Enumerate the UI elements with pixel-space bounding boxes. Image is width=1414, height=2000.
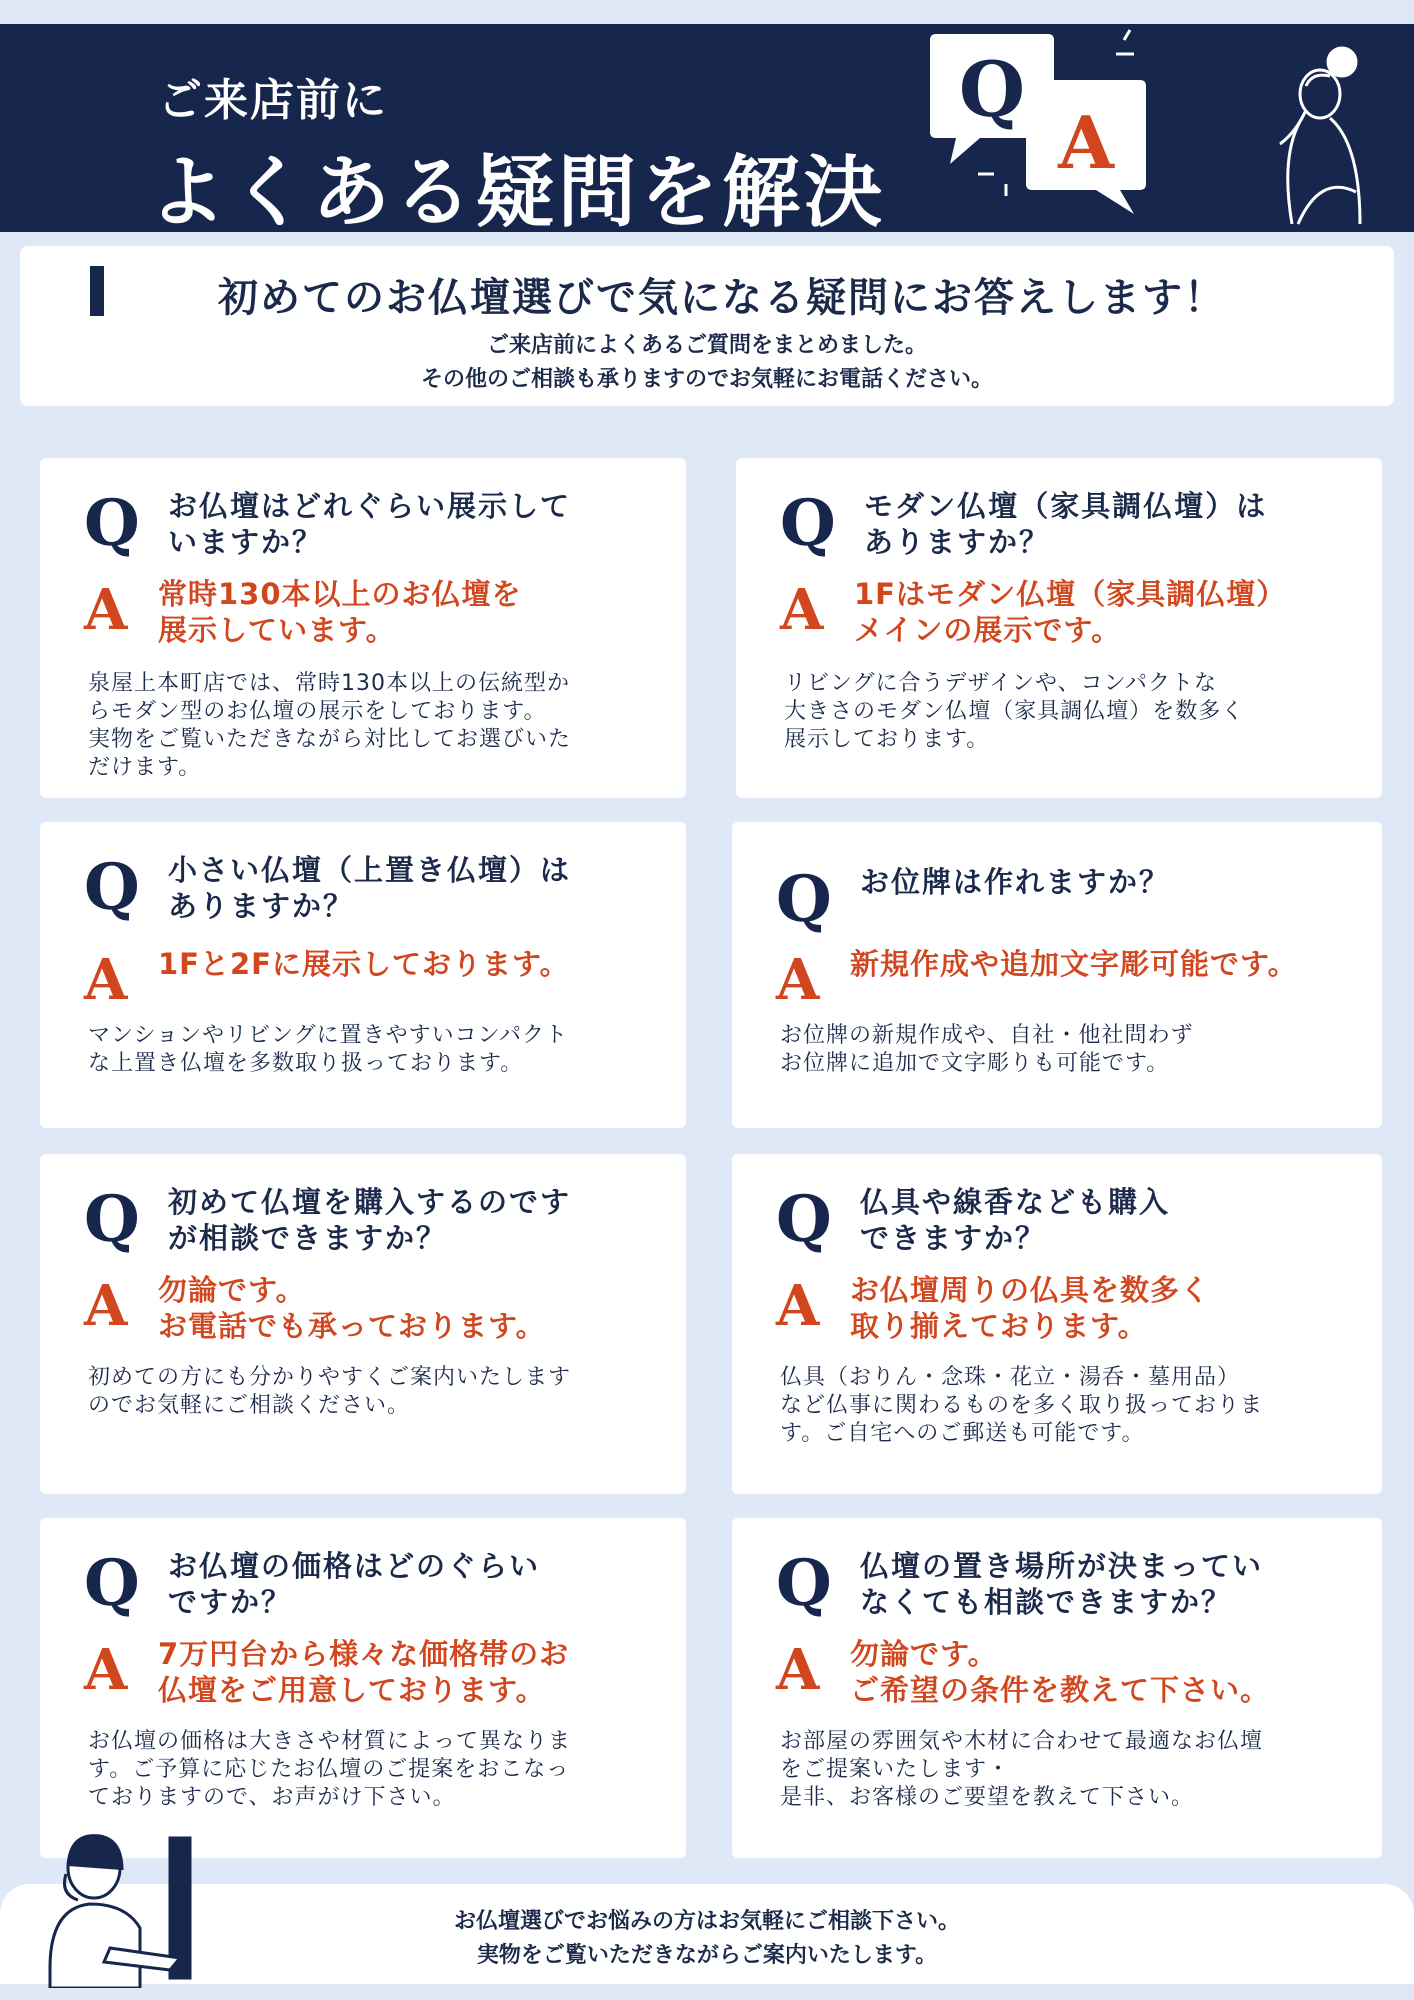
faq-card	[40, 1518, 686, 1858]
answer-text	[158, 946, 570, 982]
question-mark-letter: Q	[84, 486, 140, 561]
detail-line: 展示しております。	[784, 727, 990, 752]
question-line: モダン仏壇（家具調仏壇）は	[864, 489, 1268, 523]
question-text	[860, 1184, 1170, 1256]
question-text	[860, 864, 1170, 900]
answer-line: 新規作成や追加文字彫可能です。	[850, 947, 1298, 981]
answer-detail	[88, 1728, 571, 1812]
question-line: 仏壇の置き場所が決まってい	[860, 1549, 1264, 1583]
answer-text	[850, 1272, 1210, 1344]
detail-line: す。ご予算に応じたお仏壇のご提案をおこなっ	[88, 1757, 570, 1782]
question-line: お仏壇の価格はどのぐらい	[168, 1549, 541, 1583]
a-badge: A	[1058, 100, 1114, 185]
detail-line: 初めての方にも分かりやすくご案内いたします	[88, 1365, 572, 1390]
qa-speech-bubbles-illustration	[920, 24, 1400, 232]
answer-detail	[780, 1728, 1263, 1812]
detail-line: お仏壇の価格は大きさや材質によって異なりま	[88, 1729, 572, 1754]
intro-line-1: ご来店前によくあるご質問をまとめました。	[486, 333, 927, 358]
detail-line: 泉屋上本町店では、常時130本以上の伝統型か	[88, 671, 570, 696]
intro-title: 初めてのお仏壇選びで気になる疑問にお答えします！	[218, 275, 1226, 321]
question-mark-letter: Q	[776, 862, 832, 937]
detail-line: 大きさのモダン仏壇（家具調仏壇）を数多く	[784, 699, 1245, 724]
question-line: ありますか？	[168, 889, 355, 923]
answer-text	[850, 946, 1298, 982]
thinking-woman-illustration	[1280, 48, 1360, 224]
question-text	[864, 488, 1267, 560]
question-mark-letter: Q	[776, 1546, 832, 1621]
detail-line: お位牌の新規作成や、自社・他社問わず	[780, 1023, 1194, 1048]
question-mark-letter: Q	[84, 1546, 140, 1621]
answer-letter: A	[776, 947, 820, 1013]
question-line: ですか？	[168, 1585, 293, 1619]
answer-detail	[88, 1022, 568, 1078]
detail-line: など仏事に関わるものを多く取り扱っておりま	[780, 1393, 1264, 1418]
intro-panel	[20, 246, 1394, 406]
header-title: よくある疑問を解決	[148, 148, 887, 238]
q-badge: Q	[958, 45, 1026, 134]
question-text	[860, 1548, 1263, 1620]
answer-line: お仏壇周りの仏具を数多く	[850, 1273, 1211, 1307]
detail-line: のでお気軽にご相談ください。	[88, 1393, 411, 1418]
answer-detail	[780, 1022, 1194, 1078]
detail-line: す。ご自宅へのご郵送も可能です。	[780, 1421, 1145, 1446]
answer-line: メインの展示です。	[854, 613, 1122, 647]
answer-line: 取り揃えております。	[850, 1309, 1148, 1343]
faq-card	[736, 458, 1382, 798]
question-mark-letter: Q	[776, 1182, 832, 1257]
question-line: 初めて仏壇を購入するのです	[168, 1185, 572, 1219]
answer-text	[158, 1636, 569, 1708]
faq-card	[40, 822, 686, 1128]
answer-line: お電話でも承っております。	[158, 1309, 546, 1343]
question-line: なくても相談できますか？	[860, 1585, 1233, 1619]
detail-line: 実物をご覧いただきながら対比してお選びいた	[88, 727, 572, 752]
question-text	[168, 1548, 540, 1620]
intro-line-2: その他のご相談も承りますのでお気軽にお電話ください。	[420, 367, 993, 392]
question-line: できますか？	[860, 1221, 1047, 1255]
answer-line: 仏壇をご用意しております。	[158, 1673, 546, 1707]
answer-detail	[88, 670, 571, 782]
answer-text	[850, 1636, 1270, 1708]
question-text	[168, 1184, 571, 1256]
answer-text	[158, 576, 522, 648]
operator-illustration	[30, 1808, 220, 1988]
faq-card	[732, 822, 1382, 1128]
detail-line: お部屋の雰囲気や木材に合わせて最適なお仏壇	[780, 1729, 1264, 1754]
answer-detail	[784, 670, 1244, 754]
question-mark-letter: Q	[84, 1182, 140, 1257]
detail-line: だけます。	[88, 755, 202, 780]
answer-line: 勿論です。	[850, 1637, 998, 1671]
faq-card	[40, 458, 686, 798]
answer-line: 7万円台から様々な価格帯のお	[158, 1637, 570, 1671]
answer-line: 常時130本以上のお仏壇を	[158, 577, 522, 611]
answer-line: 1Fと2Fに展示しております。	[158, 947, 570, 981]
detail-line: らモダン型のお仏壇の展示をしております。	[88, 699, 547, 724]
answer-text	[158, 1272, 546, 1344]
question-line: いますか？	[168, 525, 324, 559]
detail-line: お位牌に追加で文字彫りも可能です。	[780, 1051, 1170, 1076]
question-mark-letter: Q	[780, 486, 836, 561]
detail-line: 仏具（おりん・念珠・花立・湯呑・墓用品）	[780, 1365, 1241, 1390]
question-line: お位牌は作れますか？	[860, 865, 1171, 899]
question-line: 小さい仏壇（上置き仏壇）は	[168, 853, 572, 887]
answer-line: 勿論です。	[158, 1273, 306, 1307]
answer-line: 展示しています。	[158, 613, 396, 647]
faq-card	[40, 1154, 686, 1494]
header-subtitle: ご来店前に	[158, 75, 388, 126]
answer-letter: A	[84, 1637, 128, 1703]
detail-line: 是非、お客様のご要望を教えて下さい。	[780, 1785, 1195, 1810]
answer-detail	[88, 1364, 571, 1420]
answer-text	[854, 576, 1286, 648]
faq-card	[732, 1154, 1382, 1494]
answer-line: 1Fはモダン仏壇（家具調仏壇）	[854, 577, 1287, 611]
question-text	[168, 852, 571, 924]
answer-letter: A	[84, 947, 128, 1013]
answer-letter: A	[84, 577, 128, 643]
question-line: が相談できますか？	[168, 1221, 448, 1255]
question-mark-letter: Q	[84, 850, 140, 925]
detail-line: マンションやリビングに置きやすいコンパクト	[88, 1023, 569, 1048]
detail-line: をご提案いたします・	[780, 1757, 1011, 1782]
question-text	[168, 488, 571, 560]
faq-card	[732, 1518, 1382, 1858]
answer-letter: A	[776, 1637, 820, 1703]
detail-line: な上置き仏壇を多数取り扱っております。	[88, 1051, 524, 1076]
answer-line: ご希望の条件を教えて下さい。	[850, 1673, 1271, 1707]
detail-line: リビングに合うデザインや、コンパクトな	[784, 671, 1218, 696]
answer-detail	[780, 1364, 1263, 1448]
answer-letter: A	[776, 1273, 820, 1339]
question-line: お仏壇はどれぐらい展示して	[168, 489, 572, 523]
answer-letter: A	[780, 577, 824, 643]
question-line: 仏具や線香なども購入	[860, 1185, 1171, 1219]
footer-line-1: お仏壇選びでお悩みの方はお気軽にご相談下さい。	[453, 1909, 960, 1934]
detail-line: ておりますので、お声がけ下さい。	[88, 1785, 456, 1810]
answer-letter: A	[84, 1273, 128, 1339]
footer-line-2: 実物をご覧いただきながらご案内いたします。	[476, 1943, 938, 1968]
question-line: ありますか？	[864, 525, 1051, 559]
